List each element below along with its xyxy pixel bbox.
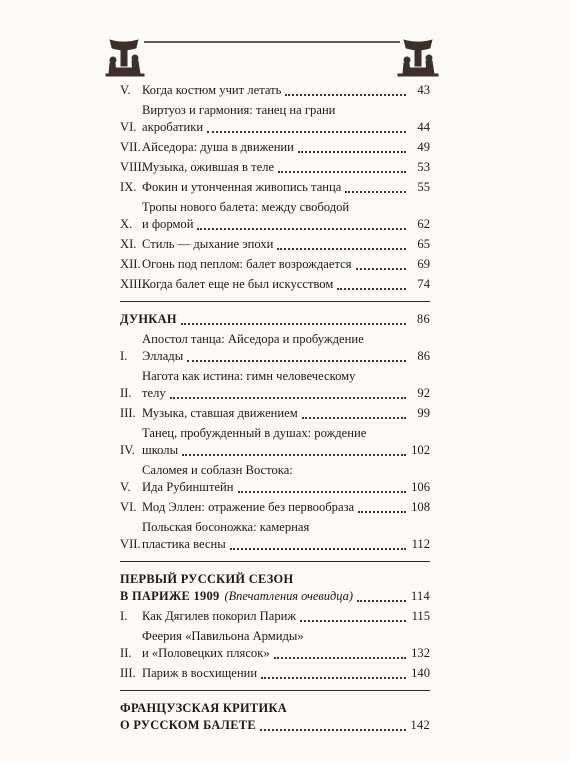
leader-dots: [197, 227, 406, 230]
entry-page: 132: [411, 646, 430, 660]
entry-number: V.: [120, 480, 131, 494]
toc-entry[interactable]: [120, 82, 430, 99]
entry-number: I.: [120, 609, 128, 623]
entry-page: 65: [417, 237, 430, 251]
entry-title: Париж в восхищении: [142, 666, 258, 680]
entry-title: Феерия «Павильона Армиды»: [142, 629, 304, 643]
toc-entry[interactable]: [120, 159, 430, 176]
entry-title: Саломея и соблазн Востока:: [142, 463, 293, 477]
section-divider: [120, 690, 430, 691]
entry-number: XIII.: [120, 277, 145, 291]
leader-dots: [187, 359, 406, 362]
toc-section-first-season: [120, 571, 430, 682]
leader-dots: [274, 656, 406, 659]
entry-page: 115: [411, 609, 430, 623]
section-title-cont: В ПАРИЖЕ 1909: [120, 589, 220, 603]
toc-entry[interactable]: [120, 256, 430, 273]
section-divider: [120, 301, 430, 302]
entry-number: I.: [120, 349, 128, 363]
leader-dots: [337, 287, 406, 290]
leader-dots: [207, 130, 406, 133]
entry-page: 86: [417, 349, 430, 363]
leader-dots: [300, 619, 406, 622]
section-heading[interactable]: [120, 700, 430, 734]
toc-entry[interactable]: [120, 331, 430, 365]
entry-title-cont: акробатики: [142, 120, 204, 134]
entry-title: Когда балет еще не был искусством: [142, 277, 334, 291]
leader-dots: [181, 322, 406, 325]
entry-title-cont: Эллады: [142, 349, 184, 363]
toc-entry[interactable]: [120, 462, 430, 496]
entry-number: VI.: [120, 120, 137, 134]
entry-page: 55: [417, 180, 430, 194]
entry-page: 112: [411, 537, 430, 551]
entry-title-cont: и «Половецких плясок»: [142, 646, 270, 660]
leader-dots: [358, 510, 406, 513]
section-heading[interactable]: [120, 571, 430, 605]
leader-dots: [277, 247, 406, 250]
ornament-vase-figures-icon: [106, 40, 144, 76]
entry-number: VII.: [120, 537, 141, 551]
leader-dots: [182, 453, 406, 456]
ornament-vase-figures-icon: [398, 40, 438, 76]
leader-dots: [285, 93, 406, 96]
entry-title: Айседора: душа в движении: [142, 140, 294, 154]
leader-dots: [298, 150, 406, 153]
toc-entry[interactable]: [120, 199, 430, 233]
entry-page: 99: [417, 406, 430, 420]
toc-entry[interactable]: [120, 405, 430, 422]
entry-title: Мод Эллен: отражение без первообраза: [142, 500, 355, 514]
entry-number: VI.: [120, 500, 137, 514]
entry-title: Как Дягилев покорил Париж: [142, 609, 297, 623]
entry-number: XII.: [120, 257, 141, 271]
entry-title-cont: Ида Рубинштейн: [142, 480, 234, 494]
entry-page: 74: [417, 277, 430, 291]
toc-entry[interactable]: [120, 499, 430, 516]
toc-entry[interactable]: [120, 102, 430, 136]
toc-entry[interactable]: [120, 179, 430, 196]
section-title: ФРАНЦУЗСКАЯ КРИТИКА: [120, 701, 287, 715]
leader-dots: [261, 676, 406, 679]
leader-dots: [260, 728, 406, 731]
entry-title: Польская босоножка: камерная: [142, 520, 310, 534]
entry-page: 108: [411, 500, 430, 514]
entry-number: VIII.: [120, 160, 145, 174]
entry-title: Когда костюм учит летать: [142, 83, 282, 97]
entry-number: VII.: [120, 140, 141, 154]
entry-page: 53: [417, 160, 430, 174]
entry-title: Стиль — дыхание эпохи: [142, 237, 274, 251]
toc-section-french-critique: [120, 700, 430, 734]
entry-title-cont: телу: [142, 386, 166, 400]
entry-number: X.: [120, 217, 133, 231]
section-heading[interactable]: [120, 311, 430, 328]
entry-number: II.: [120, 646, 132, 660]
section-title: ПЕРВЫЙ РУССКИЙ СЕЗОН: [120, 572, 294, 586]
entry-number: III.: [120, 666, 136, 680]
section-title: ДУНКАН: [120, 312, 177, 326]
entry-page: 140: [411, 666, 430, 680]
toc-entry[interactable]: [120, 519, 430, 553]
toc-entry[interactable]: [120, 139, 430, 156]
leader-dots: [356, 267, 406, 270]
entry-page: 106: [411, 480, 430, 494]
entry-number: V.: [120, 83, 131, 97]
table-of-contents: [120, 82, 430, 734]
entry-number: III.: [120, 406, 136, 420]
section-title-cont: О РУССКОМ БАЛЕТЕ: [120, 718, 256, 732]
entry-number: IX.: [120, 180, 137, 194]
entry-title: Музыка, ставшая движением: [142, 406, 298, 420]
leader-dots: [170, 396, 406, 399]
entry-page: 62: [417, 217, 430, 231]
leader-dots: [357, 599, 406, 602]
leader-dots: [230, 547, 406, 550]
section-page: 114: [410, 589, 430, 603]
section-subtitle: (Впечатления очевидца): [224, 589, 353, 603]
section-page: 86: [417, 312, 430, 326]
entry-number: IV.: [120, 443, 135, 457]
entry-page: 92: [417, 386, 430, 400]
toc-entry[interactable]: [120, 608, 430, 625]
entry-number: II.: [120, 386, 132, 400]
toc-entry[interactable]: [120, 368, 430, 402]
toc-entry[interactable]: [120, 628, 430, 662]
entry-page: 44: [417, 120, 430, 134]
leader-dots: [302, 416, 406, 419]
page-header-ornament: [104, 34, 440, 88]
leader-dots: [278, 170, 406, 173]
leader-dots: [345, 190, 406, 193]
toc-group-part1: [120, 82, 430, 293]
toc-entry[interactable]: [120, 276, 430, 293]
entry-page: 69: [417, 257, 430, 271]
section-page: 142: [410, 718, 430, 732]
entry-title: Тропы нового балета: между свободой: [142, 200, 350, 214]
entry-title: Апостол танца: Айседора и пробуждение: [142, 332, 364, 346]
entry-title: Танец, пробужденный в душах: рождение: [142, 426, 367, 440]
entry-page: 102: [411, 443, 430, 457]
leader-dots: [238, 490, 406, 493]
entry-title-cont: пластика весны: [142, 537, 226, 551]
toc-entry[interactable]: [120, 425, 430, 459]
entry-title: Фокин и утонченная живопись танца: [142, 180, 342, 194]
toc-entry[interactable]: [120, 665, 430, 682]
entry-title: Виртуоз и гармония: танец на грани: [142, 103, 336, 117]
entry-page: 43: [417, 83, 430, 97]
entry-title: Музыка, ожившая в теле: [142, 160, 275, 174]
entry-page: 49: [417, 140, 430, 154]
header-rule: [104, 34, 440, 88]
toc-section-duncan: [120, 311, 430, 553]
toc-entry[interactable]: [120, 236, 430, 253]
entry-title: Огонь под пеплом: балет возрождается: [142, 257, 352, 271]
entry-number: XI.: [120, 237, 137, 251]
entry-title: Нагота как истина: гимн человеческому: [142, 369, 356, 383]
entry-title-cont: школы: [142, 443, 179, 457]
section-divider: [120, 561, 430, 562]
entry-title-cont: и формой: [142, 217, 194, 231]
